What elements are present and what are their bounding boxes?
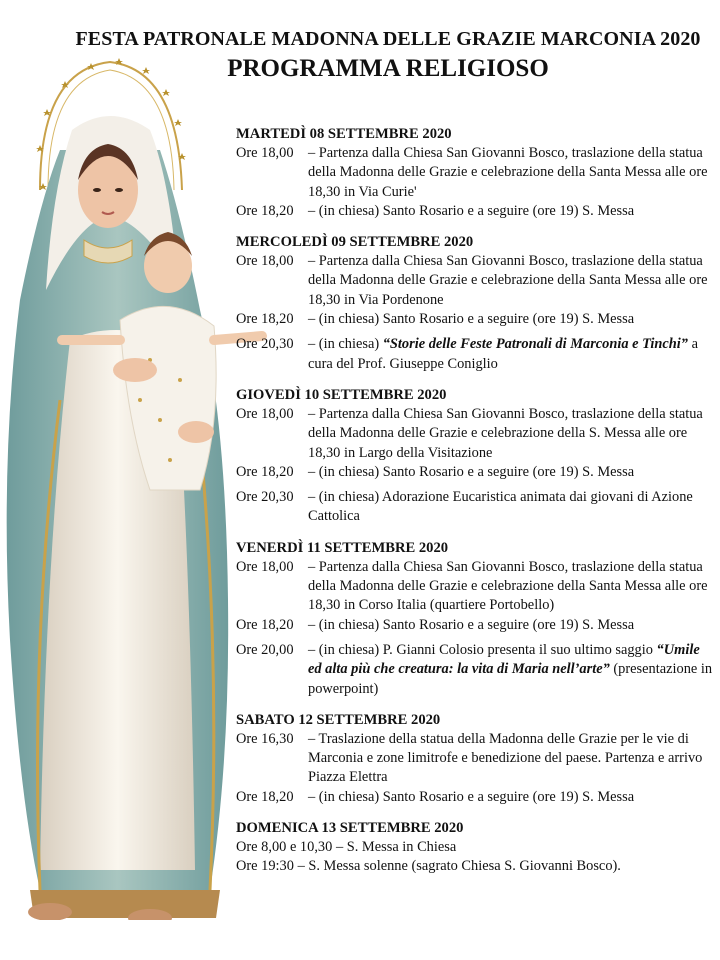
schedule-entry (236, 838, 714, 857)
poster-subtitle: PROGRAMMA RELIGIOSO (227, 55, 549, 82)
schedule-entry (236, 463, 714, 482)
entry-time: Ore 20,00 (236, 641, 294, 658)
entry-text-pre: – (in chiesa) P. Gianni Colosio presenta il suo ultimo saggio (308, 641, 657, 658)
entry-time: Ore 19:30 (236, 858, 294, 875)
day-title: MERCOLEDÌ 09 SETTEMBRE 2020 (236, 234, 474, 251)
schedule-entry (236, 202, 714, 221)
entry-text: – Partenza dalla Chiesa San Giovanni Bosco, traslazione della statua della Madonna delle Grazie e celebrazione della S. Messa alle ore 18,30 in Largo della Visitazione (308, 405, 703, 461)
entry-text: – S. Messa solenne (sagrato Chiesa S. Giovanni Bosco). (297, 858, 621, 875)
entry-text: – (in chiesa) Santo Rosario e a seguire (ore 19) S. Messa (308, 788, 635, 805)
program-schedule (236, 124, 714, 877)
day-title: GIOVEDÌ 10 SETTEMBRE 2020 (236, 386, 447, 403)
entry-time: Ore 18,20 (236, 788, 294, 805)
entry-time: Ore 18,20 (236, 616, 294, 633)
entry-time: Ore 18,20 (236, 202, 294, 219)
day-title: VENERDÌ 11 SETTEMBRE 2020 (236, 539, 449, 556)
event-title-emphasis: “Storie delle Feste Patronali di Marconia e Tinchi” (382, 336, 689, 353)
schedule-entry (236, 335, 714, 374)
entry-text: – Partenza dalla Chiesa San Giovanni Bosco, traslazione della statua della Madonna delle Grazie e celebrazione della Santa Messa alle ore 18,30 in Corso Italia (quartiere Portobello) (308, 558, 708, 614)
entry-text (308, 335, 714, 374)
day-block (236, 538, 714, 699)
day-block (236, 124, 714, 221)
schedule-entry (236, 310, 714, 329)
schedule-entry (236, 144, 714, 202)
entry-time: Ore 18,00 (236, 558, 294, 575)
schedule-entry (236, 488, 714, 527)
day-title: MARTEDÌ 08 SETTEMBRE 2020 (236, 126, 452, 142)
schedule-entry (236, 788, 714, 807)
schedule-entry (236, 405, 714, 463)
entry-time: Ore 16,30 (236, 730, 294, 747)
entry-text: – Partenza dalla Chiesa San Giovanni Bosco, traslazione della statua della Madonna delle Grazie e celebrazione della Santa Messa alle ore 18,30 in Via Curie' (308, 145, 708, 200)
schedule-entry (236, 857, 714, 876)
entry-time: Ore 18,20 (236, 311, 294, 328)
schedule-entry (236, 641, 714, 699)
entry-time: Ore 20,30 (236, 336, 294, 353)
entry-time: Ore 18,00 (236, 405, 294, 422)
day-block (236, 232, 714, 374)
entry-text-post: (presentazione in powerpoint) (308, 661, 713, 697)
entry-text: – Traslazione della statua della Madonna delle Grazie per le vie di Marconia e zone limitrofe e benedizione del paese. Partenza e arrivo Piazza Elettra (308, 730, 703, 786)
entry-text: – Partenza dalla Chiesa San Giovanni Bosco, traslazione della statua della Madonna delle Grazie e celebrazione della Santa Messa alle ore 18,30 in Via Pordenone (308, 253, 708, 308)
day-block (236, 710, 714, 807)
event-title-emphasis: “Umile ed alta più che creatura: la vita di Maria nell’arte” (308, 641, 700, 678)
entry-text: – (in chiesa) Adorazione Eucaristica animata dai giovani di Azione Cattolica (308, 489, 693, 525)
schedule-entry (236, 558, 714, 616)
entry-text: – (in chiesa) Santo Rosario e a seguire (ore 19) S. Messa (308, 311, 635, 328)
day-title: DOMENICA 13 SETTEMBRE 2020 (236, 820, 464, 837)
entry-time: Ore 18,00 (236, 253, 294, 270)
madonna-statue-illustration (0, 40, 270, 920)
schedule-entry (236, 616, 714, 635)
entry-text: – (in chiesa) Santo Rosario e a seguire (ore 19) S. Messa (308, 202, 635, 219)
entry-text (308, 641, 714, 699)
day-block (236, 818, 714, 877)
entry-time: Ore 20,30 (236, 489, 294, 506)
entry-time: Ore 18,20 (236, 463, 294, 480)
entry-text-post: a cura del Prof. Giuseppe Coniglio (308, 336, 699, 372)
schedule-entry (236, 730, 714, 788)
entry-time: Ore 8,00 e 10,30 (236, 839, 333, 856)
entry-text: – (in chiesa) Santo Rosario e a seguire (ore 19) S. Messa (308, 616, 635, 633)
entry-text: – (in chiesa) Santo Rosario e a seguire (ore 19) S. Messa (308, 463, 635, 480)
entry-text-pre: – (in chiesa) (308, 336, 383, 353)
day-block (236, 385, 714, 527)
entry-text: – S. Messa in Chiesa (335, 839, 457, 856)
day-title: SABATO 12 SETTEMBRE 2020 (236, 711, 441, 728)
entry-time: Ore 18,00 (236, 145, 294, 161)
schedule-entry (236, 252, 714, 310)
poster-title: FESTA PATRONALE MADONNA DELLE GRAZIE MARCONIA 2020 (75, 28, 701, 50)
